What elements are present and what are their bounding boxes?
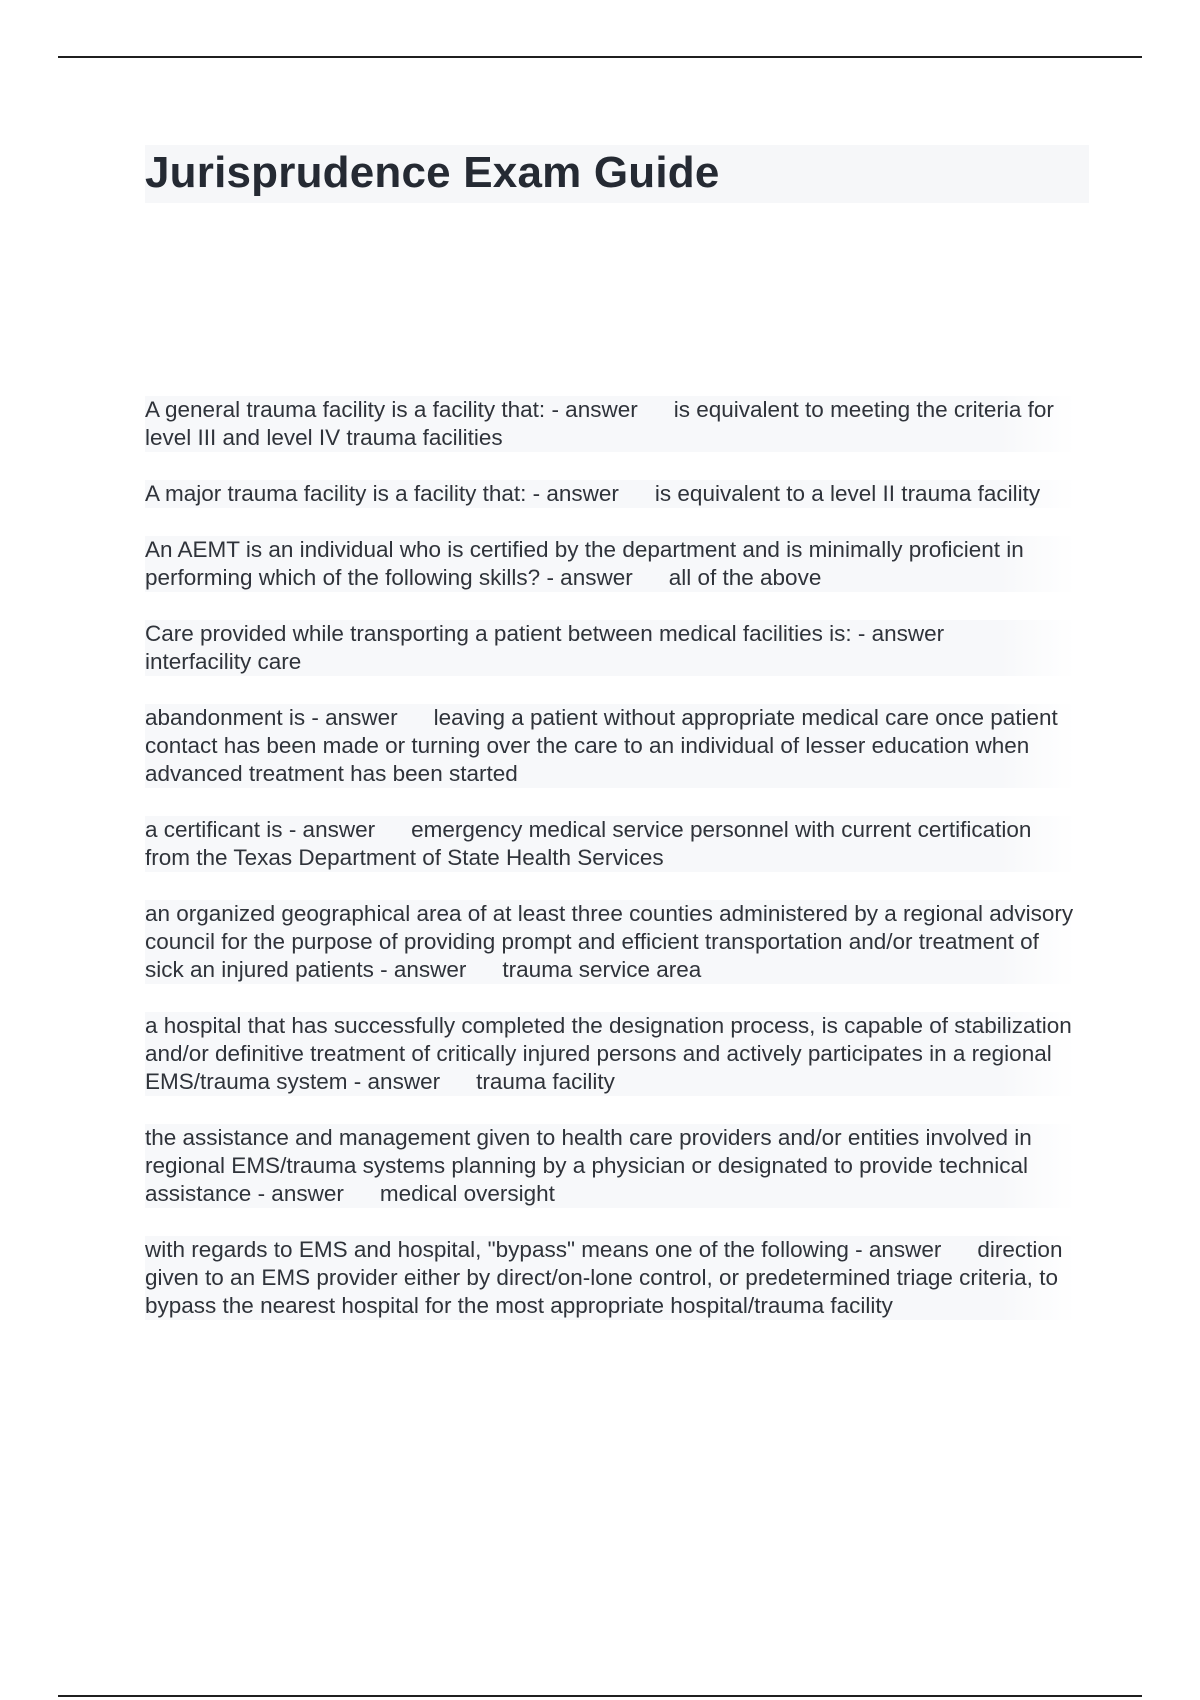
qa-item — [145, 480, 1075, 508]
question-text: with regards to EMS and hospital, "bypass" means one of the following — [145, 1237, 849, 1262]
question-text: A general trauma facility is a facility that: — [145, 397, 546, 422]
question-text: a hospital that has successfully completed the designation process, is capable of stabilization and/or definitive treatment of critically injured persons and actively participates in a regional EMS/trauma system — [145, 1013, 1072, 1094]
question-text: Care provided while transporting a patient between medical facilities is: — [145, 621, 852, 646]
question-text: the assistance and management given to health care providers and/or entities involved in regional EMS/trauma systems planning by a physician or designated to provide technical assistance — [145, 1125, 1032, 1206]
question-text: An AEMT is an individual who is certified by the department and is minimally proficient in performing which of the following skills? — [145, 537, 1024, 590]
bottom-divider — [58, 1695, 1142, 1697]
answer-separator: - answer — [282, 817, 376, 842]
top-divider — [58, 56, 1142, 58]
qa-item — [145, 1236, 1075, 1320]
question-text: an organized geographical area of at least three counties administered by a regional advisory council for the purpose of providing prompt and efficient transportation and/or treatment of sick an injured patients — [145, 901, 1074, 982]
qa-item — [145, 816, 1075, 872]
answer-text: is equivalent to meeting the criteria for level III and level IV trauma facilities — [145, 397, 1054, 450]
answer-separator: - answer — [251, 1181, 344, 1206]
answer-text: is equivalent to a level II trauma facility — [654, 481, 1041, 506]
qa-item — [145, 1124, 1075, 1208]
question-text: A major trauma facility is a facility that: — [145, 481, 527, 506]
answer-text: leaving a patient without appropriate medical care once patient contact has been made or turning over the care to an individual of lesser education when advanced treatment has been started — [145, 705, 1058, 786]
qa-item — [145, 900, 1075, 984]
qa-item — [145, 704, 1075, 788]
answer-separator: - answer — [526, 481, 619, 506]
question-text: abandonment is — [145, 705, 306, 730]
answer-separator: - answer — [373, 957, 467, 982]
answer-separator: - answer — [540, 565, 633, 590]
answer-separator: - answer — [347, 1069, 441, 1094]
answer-separator: - answer — [305, 705, 398, 730]
qa-list — [145, 396, 1075, 1348]
qa-item — [145, 620, 1075, 676]
qa-item — [145, 396, 1075, 452]
answer-text: trauma service area — [502, 957, 702, 982]
answer-text: direction given to an EMS provider either by direct/on-lone control, or predetermined triage criteria, to bypass the nearest hospital for the most appropriate hospital/trauma facility — [145, 1237, 1063, 1318]
page-title: Jurisprudence Exam Guide — [145, 148, 720, 197]
answer-text: interfacility care — [145, 649, 302, 674]
qa-item — [145, 1012, 1075, 1096]
answer-separator: - answer — [848, 1237, 942, 1262]
answer-separator: - answer — [545, 397, 638, 422]
answer-text: trauma facility — [476, 1069, 615, 1094]
answer-text: emergency medical service personnel with current certification from the Texas Department of State Health Services — [145, 817, 1032, 870]
answer-separator: - answer — [851, 621, 945, 646]
question-text: a certificant is — [145, 817, 283, 842]
answer-text: all of the above — [668, 565, 822, 590]
qa-item — [145, 536, 1075, 592]
answer-text: medical oversight — [379, 1181, 555, 1206]
